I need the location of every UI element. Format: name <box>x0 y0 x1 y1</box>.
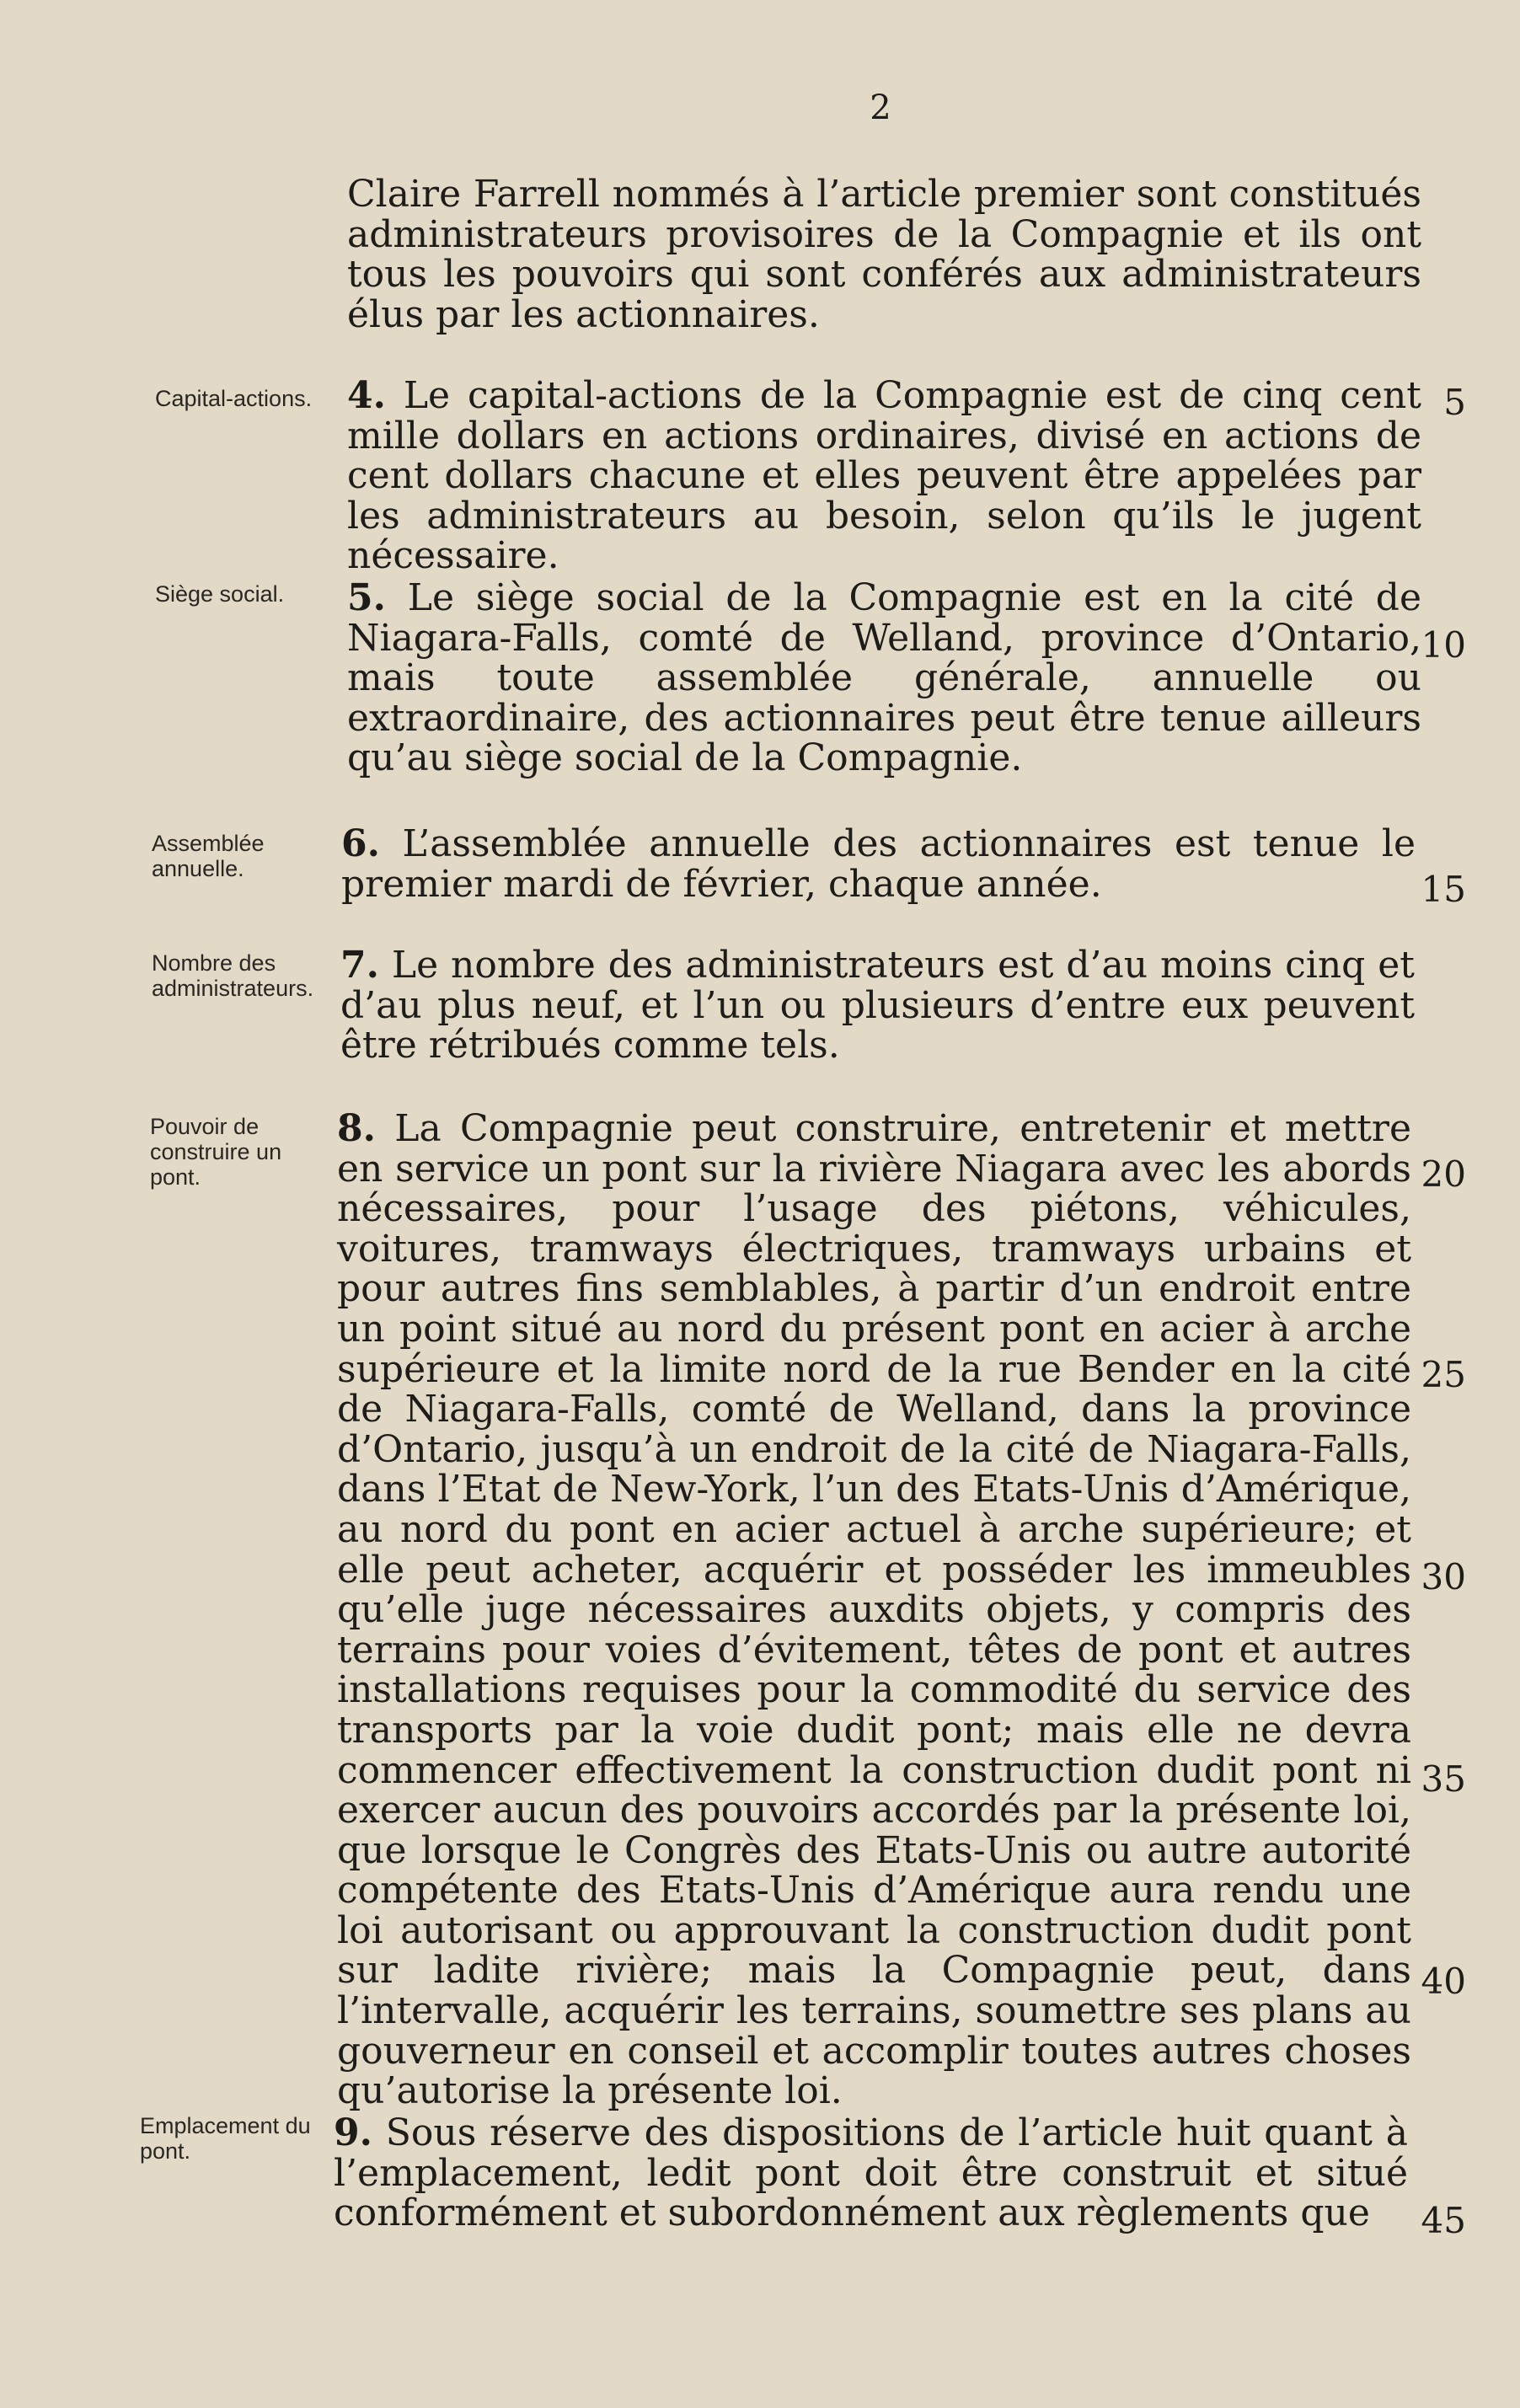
section-7 <box>340 945 1415 1066</box>
section-5 <box>347 578 1421 779</box>
section-6 <box>341 824 1416 904</box>
line-number-10: 10 <box>1421 624 1466 666</box>
line-number-40: 40 <box>1421 1961 1466 2002</box>
margin-note-capital-actions: Capital-actions. <box>155 386 313 411</box>
margin-note-siege-social: Siège social. <box>155 581 285 607</box>
section-text: Le siège social de la Compagnie est en la cité de Niagara-Falls, comté de Welland, province d’Ontario, mais toute assemblée générale, annuelle ou extraordinaire, des actionnaires peut être tenue ailleurs qu’au siège social de la Compagnie. <box>347 576 1421 780</box>
section-number: 5. <box>347 576 386 619</box>
margin-note-nombre-administrateurs: Nombre des administrateurs. <box>152 950 314 1001</box>
section-text: La Compagnie peut construire, entretenir et mettre en service un pont sur la rivière Niagara avec les abords nécessaires, pour l’usage des piétons, véhicules, voitures, tramways électriques, tramways urbains et pour autres fins semblables, à partir d’un endroit entre un point situé au nord du présent pont en acier à arche supérieure et la limite nord de la rue Bender en la cité de Niagara-Falls, comté de Welland, dans la province d’Ontario, jusqu’à un endroit de la cité de Niagara-Falls, dans l’Etat de New-York, l’un des Etats-Unis d’Amérique, au nord du pont en acier actuel à arche supérieure; et elle peut acheter, acquérir et posséder les immeubles qu’elle juge nécessaires auxdits objets, y compris des terrains pour voies d’évitement, têtes de pont et autres installations requises pour la commodité du service des transports par la voie dudit pont; mais elle ne devra commencer effectivement la construction dudit pont ni exercer aucun des pouvoirs accordés par la présente loi, que lorsque le Congrès des Etats-Unis ou autre autorité compétente des Etats-Unis d’Amérique aura rendu une loi autorisant ou approuvant la construction dudit pont sur ladite rivière; mais la Compagnie peut, dans l’intervalle, acquérir les terrains, soumettre ses plans au gouverneur en conseil et accomplir toutes autres choses qu’autorise la présente loi. <box>337 1107 1411 2113</box>
section-text: Sous réserve des dispositions de l’article huit quant à l’emplacement, ledit pont doit être construit et situé conformément et subordonnément aux règlements que <box>334 2111 1408 2235</box>
section-number: 7. <box>340 944 379 987</box>
line-number-5: 5 <box>1443 382 1466 423</box>
section-number: 8. <box>337 1107 376 1150</box>
margin-note-emplacement-pont: Emplacement du pont. <box>140 2113 311 2164</box>
section-9 <box>334 2113 1408 2234</box>
line-number-35: 35 <box>1421 1758 1466 1800</box>
section-8 <box>337 1109 1411 2111</box>
page-number: 2 <box>870 88 891 127</box>
section-4 <box>347 376 1421 576</box>
line-number-15: 15 <box>1421 869 1466 910</box>
line-number-25: 25 <box>1421 1354 1466 1395</box>
section-text: Le capital-actions de la Compagnie est de cinq cent mille dollars en actions ordinaires, divisé en actions de cent dollars chacune et elles peuvent être appelées par les administrateurs au besoin, selon qu’ils le jugent nécessaire. <box>347 374 1421 578</box>
line-number-30: 30 <box>1421 1556 1466 1597</box>
section-text: L’assemblée annuelle des actionnaires est tenue le premier mardi de février, chaque année. <box>341 822 1416 906</box>
section-number: 6. <box>341 822 380 865</box>
line-number-45: 45 <box>1421 2200 1466 2241</box>
section-text: Le nombre des administrateurs est d’au moins cinq et d’au plus neuf, et l’un ou plusieurs d’entre eux peuvent être rétribués comme tels. <box>340 944 1415 1068</box>
section-number: 4. <box>347 374 386 417</box>
margin-note-assemblee-annuelle: Assemblée annuelle. <box>152 831 265 881</box>
intro-paragraph: Claire Farrell nommés à l’article premier sont constitués administrateurs provisoires de la Compagnie et ils ont tous les pouvoirs qui sont conférés aux administrateurs élus par les actionnaires. <box>347 173 1421 336</box>
line-number-20: 20 <box>1421 1153 1466 1195</box>
margin-note-pouvoir-construire-pont: Pouvoir de construire un pont. <box>150 1114 282 1190</box>
section-number: 9. <box>334 2111 372 2154</box>
